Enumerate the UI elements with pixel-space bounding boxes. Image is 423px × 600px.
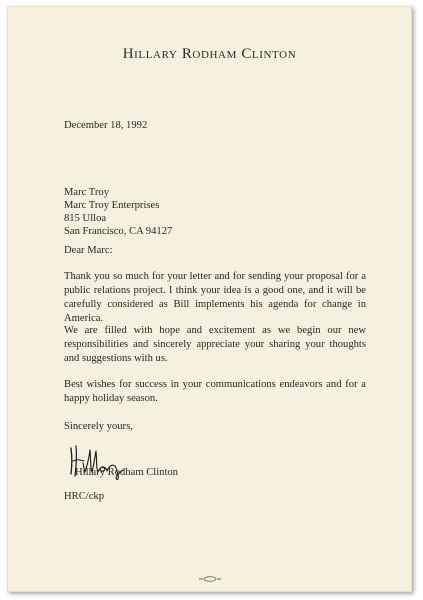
letter-page bbox=[7, 6, 412, 592]
letterhead-name: Hillary Rodham Clinton bbox=[122, 46, 297, 62]
salutation: Dear Marc: bbox=[64, 245, 113, 256]
closing: Sincerely yours, bbox=[64, 421, 133, 432]
body-paragraph-2: We are filled with hope and excitement as we begin our new responsibilities and sincerely appreciate your sharing your thoughts and suggestions with us. bbox=[64, 325, 366, 364]
body-paragraph-1: Thank you so much for your letter and for sending your proposal for a public relations project. I think your idea is a good one, and it will be carefully considered as Bill implements his agenda for change in America. bbox=[64, 271, 366, 324]
letter-date: December 18, 1992 bbox=[64, 120, 148, 131]
recipient-company: Marc Troy Enterprises bbox=[64, 200, 160, 211]
union-bug-icon bbox=[199, 576, 221, 582]
signer-name: Hillary Rodham Clinton bbox=[75, 467, 178, 478]
recipient-address bbox=[64, 186, 172, 238]
recipient-street: 815 Ulloa bbox=[64, 213, 107, 224]
recipient-name: Marc Troy bbox=[64, 187, 110, 198]
recipient-city: San Francisco, CA 94127 bbox=[64, 226, 173, 237]
body-paragraph-3: Best wishes for success in your communications endeavors and for a happy holiday season. bbox=[64, 379, 366, 404]
typist-initials: HRC/ckp bbox=[64, 491, 105, 502]
